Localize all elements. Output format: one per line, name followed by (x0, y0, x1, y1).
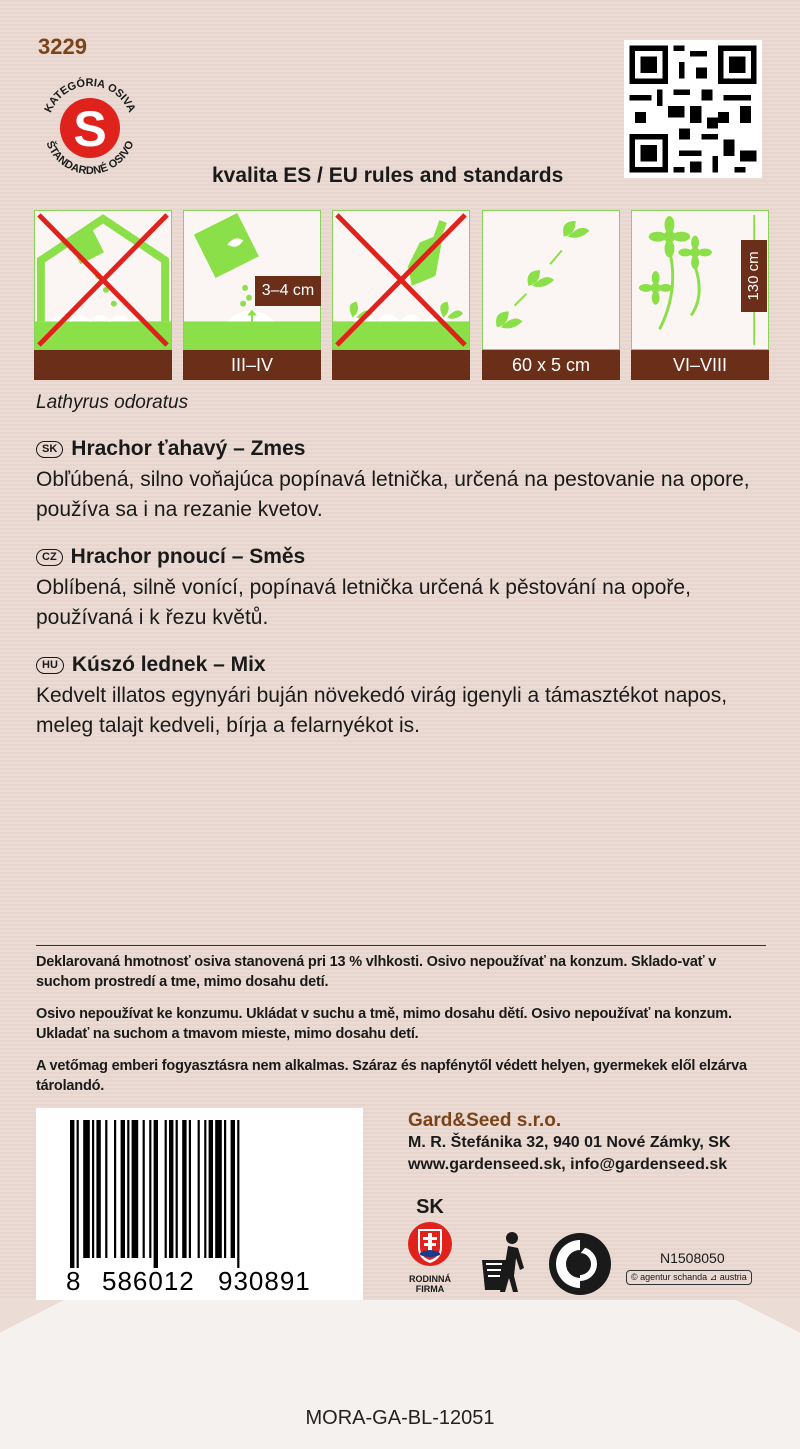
qr-code[interactable] (624, 40, 762, 178)
icon-spacing (482, 210, 620, 380)
icon-transplant (332, 210, 470, 380)
company-web[interactable]: www.gardenseed.sk, info@gardenseed.sk (408, 1156, 728, 1173)
title-text-sk: Hrachor ťahavý – Zmes (71, 437, 306, 460)
agency-credit: © agentur schanda ⊿ austria (626, 1270, 752, 1285)
title-text-hu: Kúszó lednek – Mix (71, 653, 266, 676)
divider (36, 945, 766, 946)
lang-badge-sk: SK (36, 441, 63, 458)
sowing-depth-callout: 3–4 cm (255, 276, 321, 306)
title-text-cz: Hrachor pnoucí – Směs (70, 545, 306, 568)
company-address: M. R. Štefánika 32, 940 01 Nové Zámky, SK (408, 1134, 731, 1151)
seed-category-badge (34, 72, 146, 184)
barcode (36, 1108, 363, 1300)
quality-standard-text: kvalita ES / EU rules and standards (212, 164, 564, 187)
declaration-sk: Deklarovaná hmotnosť osiva stanovená pri 13 % vlhkosti. Osivo nepoužívať na konzum. Sklado-vať v suchom prostredí a tme, mimo dosahu detí. (36, 954, 717, 990)
lang-badge-cz: CZ (36, 549, 63, 566)
product-code: 3229 (38, 34, 87, 59)
greenhouse-icon (34, 210, 172, 350)
icon-spacing-label: 60 x 5 cm (482, 350, 620, 380)
icon-direct-sow-label: III–IV (183, 350, 321, 380)
icon-transplant-label (332, 350, 470, 380)
plant-spacing-icon (482, 210, 620, 350)
company-name: Gard&Seed s.r.o. (408, 1110, 562, 1131)
icon-flowering (631, 210, 769, 380)
footer-code: MORA-GA-BL-12051 (305, 1407, 495, 1429)
badge-top-text: KATEGÓRIA OSIVA (42, 76, 138, 115)
lang-badge-hu: HU (36, 657, 64, 674)
family-firm-badge (400, 1196, 460, 1296)
badge-letter: S (73, 101, 107, 157)
plant-height-callout: 130 cm (745, 251, 762, 301)
section-title-cz (36, 545, 305, 569)
badge-bottom-text: ŠTANDARDNÉ OSIVO (43, 139, 137, 178)
icon-greenhouse (34, 210, 172, 380)
barcode-group-1: 586012 (102, 1266, 195, 1296)
transplant-icon (332, 210, 470, 350)
icon-direct-sow (183, 210, 321, 380)
section-body-sk: Obľúbená, silno voňajúca popínavá letnička, určená na pestovanie na opore, používa sa i na rezanie kvetov. (36, 468, 750, 521)
declaration-cz-sk: Osivo nepoužívat ke konzumu. Ukládat v suchu a tmě, mimo dosahu dětí. Osivo nepoužívať na konzum. Ukladať na suchom a tmavom mieste, mimo dosahu detí. (36, 1006, 732, 1042)
declaration-hu: A vetőmag emberi fogyasztásra nem alkalmas. Száraz és napfénytől védett helyen, gyermekek elől elzárva tárolandó. (36, 1058, 747, 1094)
registration-code: N1508050 (660, 1250, 725, 1266)
barcode-bars (36, 1108, 363, 1300)
family-badge-line1: RODINNÁ (409, 1274, 451, 1284)
latin-name: Lathyrus odoratus (36, 392, 189, 413)
section-title-hu (36, 653, 266, 677)
slovak-shield-icon (400, 1219, 460, 1269)
section-body-hu: Kedvelt illatos egynyári buján növekedó virág igenyli a támasztékot napos, meleg talajt kedveli, bírja a felarnyékot is. (36, 684, 728, 737)
section-body-cz: Oblíbená, silně vonící, popínavá letnička určená k pěstování na opoře, používaná i k řezu květů. (36, 576, 691, 629)
family-badge-line2: FIRMA (415, 1284, 445, 1294)
tidyman-recycle-icon (478, 1230, 530, 1294)
barcode-first-digit: 8 (66, 1266, 81, 1296)
icon-flowering-label: VI–VIII (631, 350, 769, 380)
green-dot-icon (548, 1232, 612, 1296)
icon-greenhouse-label (34, 350, 172, 380)
section-title-sk (36, 437, 305, 461)
family-badge-country: SK (416, 1196, 444, 1218)
barcode-group-2: 930891 (218, 1266, 311, 1296)
